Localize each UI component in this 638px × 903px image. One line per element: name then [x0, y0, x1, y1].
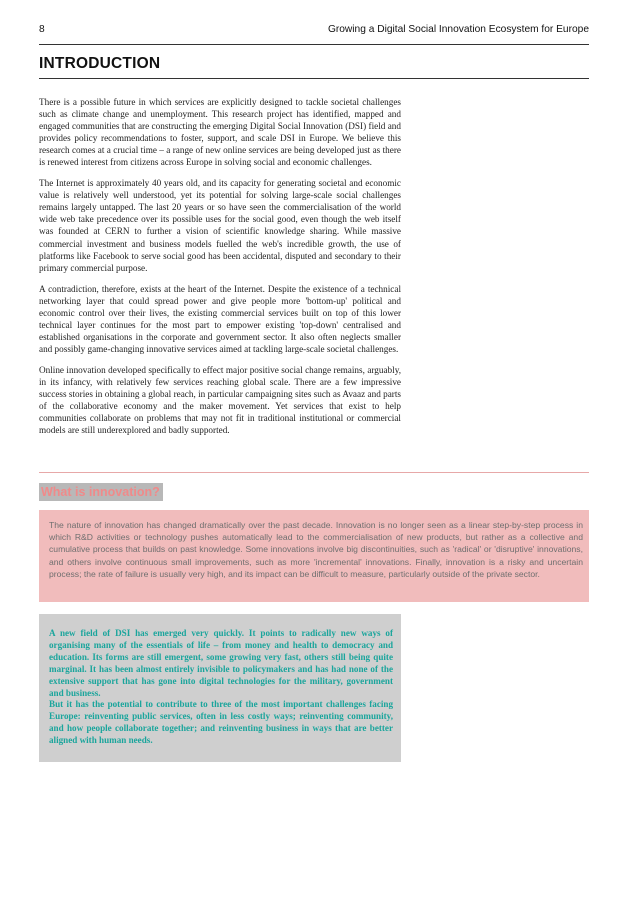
body-paragraph: There is a possible future in which services are explicitly designed to tackle societal challenges such as climate change and unemployment. This research project has identified, mapped and engaged communities that are constructing the emerging Digital Social Innovation (DSI) field and provides policy recommendations to foster, support, and scale DSI in Europe. We believe this research comes at a crucial time – a range of new online services are being developed just as there is renewed interest from citizens across Europe in solving social and economic challenges.: [39, 97, 401, 168]
running-head: [39, 24, 589, 38]
body-paragraph: Online innovation developed specifically to effect major positive social change remains, arguably, in its infancy, with relatively few services reaching global scale. There are a few impressive success stories in obtaining a global reach, in particular campaigning sites such as Avaaz and parts of the collaborative economy and the maker movement. Yet services that exist to help communities collaborate on problems that may not fit in traditional institutional or commercial models are still underexplored and badly supported.: [39, 364, 401, 436]
section-heading: INTRODUCTION: [39, 55, 161, 72]
header-divider: [39, 44, 589, 45]
body-paragraph: The Internet is approximately 40 years old, and its capacity for generating societal and economic value is relatively well understood, yet its potential for solving large-scale social challenges remains largely untapped. The last 20 years or so have seen the commercialisation of the world wide web take precedence over its possible uses for the social good, even though the web itself was founded at CERN to further a vision of scientific knowledge sharing. While massive commercial investment and business models fuelled the web's incredible growth, the use of platforms like Facebook to serve social good has been accidental, disputed and secondary to their primary commercial purpose.: [39, 178, 401, 273]
dsi-callout-box: [39, 614, 401, 762]
body-paragraph: A contradiction, therefore, exists at the heart of the Internet. Despite the existence of a technical networking layer that could spread power and give people more 'bottom-up' political and economic control over their lives, the existing commercial services built on top of this lower technical layer continues for the most part to empower existing 'top-down' centralised and established organisations in the corporate and government sector. It also often neglects smaller and possibly game-changing innovative services aimed at tackling large-scale societal challenges.: [39, 283, 401, 354]
callout-paragraph: A new field of DSI has emerged very quickly. It points to radically new ways of organising many of the essentials of life – from money and health to democracy and education. Its forms are still emergent, some growing very fast, others still being quite marginal. It has been almost entirely invisible to policymakers and has had none of the extensive support that has gone into digital technologies for the military, government and business.: [49, 628, 393, 698]
page-number: 8: [39, 24, 45, 35]
innovation-box-title: What is innovation?: [39, 483, 163, 501]
innovation-box: [39, 510, 589, 602]
heading-divider: [39, 78, 589, 79]
document-title: Growing a Digital Social Innovation Ecosystem for Europe: [327, 24, 589, 35]
innovation-box-text: The nature of innovation has changed dramatically over the past decade. Innovation is no longer seen as a linear step-by-step process in which R&D activities or technology pushes automatically lead to the commercialisation of new products, but rather as a collective and cumulative process that builds on past knowledge. Some innovations involve big discontinuities, such as 'radical' or 'disruptive' innovations, and others involve continuous small improvements, such as more 'incremental' innovations. Finally, innovation is a risky and uncertain process; the rate of failure is usually very high, and its impact can be difficult to measure, particularly outside of the private sector.: [49, 520, 583, 579]
section-divider: [39, 472, 589, 473]
introduction-body: [39, 96, 401, 445]
callout-paragraph: But it has the potential to contribute to three of the most important challenges facing Europe: reinventing public services, often in less costly ways; reinventing community, and how people collaborate together; and reinventing business in ways that are better aligned with human needs.: [49, 699, 393, 746]
